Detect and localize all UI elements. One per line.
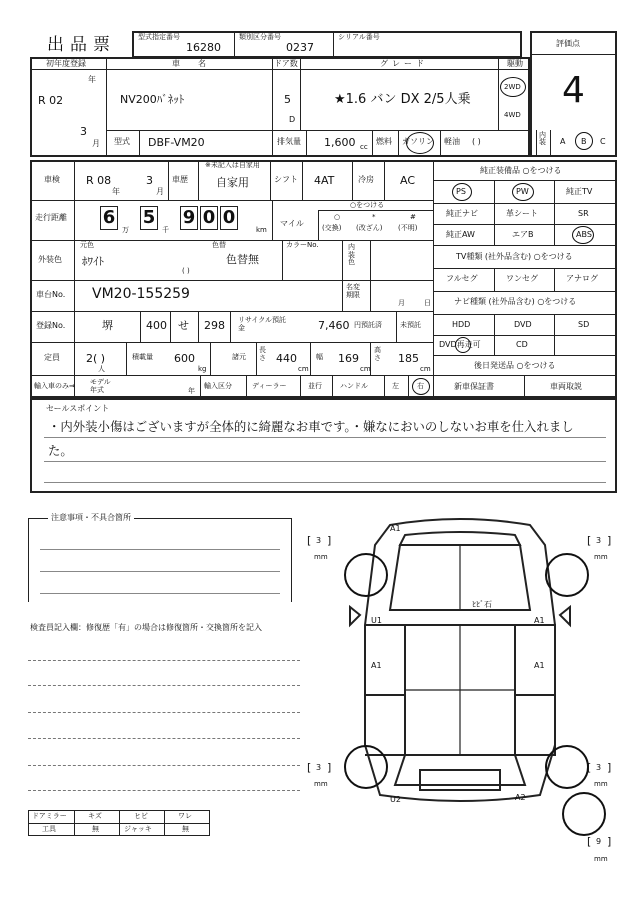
- equip-abs: ABS: [576, 230, 592, 239]
- rear-left-tire: [344, 745, 388, 789]
- interior-a: A: [560, 137, 566, 146]
- load: 600: [174, 352, 195, 365]
- model-code-label: 型式指定番号: [138, 33, 180, 41]
- tools-value-break: 無: [182, 825, 189, 833]
- equip-ps-circle: [452, 183, 472, 201]
- exterior-color-label: 外装色: [38, 255, 62, 264]
- mileage-unit-man: 万: [122, 226, 129, 234]
- bracket-rr-close: ]: [607, 761, 612, 774]
- navi-cd: CD: [516, 340, 528, 349]
- mileage-opt1-mark: ○: [334, 213, 341, 221]
- doors: 5: [284, 93, 291, 106]
- mileage-opt3: (不明): [398, 224, 418, 232]
- repaint-label: 色替: [212, 241, 226, 249]
- sales-point-box: [30, 398, 617, 493]
- equip-sr: SR: [578, 209, 589, 218]
- mileage-opt1: (交換): [322, 224, 342, 232]
- displacement-unit: cc: [360, 143, 368, 151]
- dims-label: 諸元: [232, 353, 246, 361]
- registration-class: 400: [146, 319, 167, 332]
- name-change-label: 名変期限: [346, 283, 360, 300]
- mileage-opt2: (改ざん): [356, 224, 383, 232]
- bracket-rl: [: [307, 761, 312, 774]
- name-change-month: 月: [398, 299, 405, 307]
- ac-label: 冷房: [358, 175, 374, 184]
- import-type-label: 輸入区分: [204, 382, 232, 390]
- height: 185: [398, 352, 419, 365]
- mark-a2: A2: [515, 793, 526, 802]
- color-no-label: カラーNo.: [286, 241, 319, 249]
- fuel-light-oil: 軽油: [444, 137, 460, 146]
- handle-left: 左: [392, 382, 399, 390]
- registration-area: 堺: [102, 319, 113, 332]
- tv-oneseg: ワンセグ: [506, 274, 538, 283]
- grade-label: グレード: [380, 59, 428, 68]
- width-label: 幅: [316, 353, 323, 361]
- fuel-label: 燃料: [376, 137, 392, 146]
- mileage-opt2-mark: *: [372, 213, 376, 221]
- import-dealer: ディーラー: [252, 382, 287, 390]
- recycle-label: リサイクル預託金: [238, 316, 287, 333]
- equip-aw: 純正AW: [446, 230, 475, 239]
- mileage-digit-5: 0: [220, 206, 238, 230]
- grade-score: 4: [562, 70, 585, 111]
- shift-label: シフト: [274, 175, 298, 184]
- load-label: 積載量: [132, 353, 153, 361]
- tv-header: TV種類 (社外品含む) ○をつける: [456, 252, 573, 261]
- sales-point-label: セールスポイント: [46, 404, 110, 413]
- tv-fullseg: フルセグ: [446, 274, 478, 283]
- shaken-year: R 08: [86, 174, 112, 187]
- navi-dvd-replay: DVD再走可: [439, 340, 481, 349]
- equip-pw: PW: [516, 187, 529, 196]
- shift: 4AT: [314, 174, 335, 187]
- width: 169: [338, 352, 359, 365]
- equip-leather: 革シート: [506, 209, 538, 218]
- model-year-label: モデル年式: [90, 378, 111, 395]
- displacement: 1,600: [324, 136, 356, 149]
- fuel-paren: ( ): [472, 137, 481, 146]
- inspector-label: 検査員記入欄：修復歴「有」の場合は修復箇所・交換箇所を記入: [30, 623, 262, 632]
- equipment-header: 純正装備品 ○をつける: [480, 166, 562, 175]
- fuel-gasoline-circle: [406, 132, 434, 154]
- car-name: NV200ﾊﾞﾈｯﾄ: [120, 93, 185, 106]
- repaint-paren: ( ): [182, 267, 190, 275]
- tire-depth-rl: 3: [316, 763, 322, 772]
- tire-depth-spare: 9: [596, 837, 602, 846]
- handle-label: ハンドル: [340, 382, 368, 390]
- equip-navi: 純正ナビ: [446, 209, 478, 218]
- door-type: D: [289, 115, 296, 124]
- interior-c: C: [600, 137, 606, 146]
- rear-right-tire: [545, 745, 592, 789]
- history: 自家用: [216, 176, 249, 189]
- name-change-day: 日: [424, 299, 431, 307]
- mileage-opt3-mark: #: [410, 213, 416, 221]
- tools-value-tools: 工具: [42, 825, 56, 833]
- tire-unit-fr: mm: [594, 553, 608, 561]
- tire-unit-fl: mm: [314, 553, 328, 561]
- navi-dvd-replay-circle: [455, 337, 471, 353]
- handle-right-circle: [412, 378, 430, 395]
- tools-value-scratch: 無: [92, 825, 99, 833]
- tire-unit-rr: mm: [594, 780, 608, 788]
- recycle-status: 円預託済: [354, 321, 382, 329]
- first-reg-year: R 02: [38, 94, 64, 107]
- tools-header-scratch: キズ: [88, 812, 102, 820]
- class-code: 0237: [286, 41, 314, 54]
- navi-dvd: DVD: [514, 320, 532, 329]
- width-unit: cm: [360, 365, 371, 373]
- bracket-fl-close: ]: [327, 534, 332, 547]
- type: DBF-VM20: [148, 136, 205, 149]
- displacement-label: 排気量: [277, 137, 301, 146]
- bracket-spare-close: ]: [607, 835, 612, 848]
- caution-box: [28, 518, 292, 602]
- orig-color: ﾎﾜｲﾄ: [82, 255, 104, 268]
- mileage-label: 走行距離: [35, 213, 67, 222]
- post-warranty: 新車保証書: [454, 382, 494, 391]
- grade-score-label: 評価点: [556, 39, 580, 48]
- grade: ★1.6 バン DX 2/5人乗: [334, 92, 471, 107]
- mark-right-rear-a1: A1: [534, 661, 545, 670]
- mileage-digit-2: 5: [140, 206, 158, 230]
- post-header: 後日発送品 ○をつける: [474, 361, 556, 370]
- mileage-unit-sen: 千: [162, 226, 169, 234]
- form-title: 出品票: [47, 35, 116, 55]
- capacity-unit: 人: [98, 365, 105, 373]
- history-label: 車歴: [172, 175, 188, 184]
- navi-sd: SD: [578, 320, 590, 329]
- tire-unit-spare: mm: [594, 855, 608, 863]
- mark-u1: U1: [371, 616, 382, 625]
- drive-2wd-circle: [500, 77, 526, 97]
- recycle-amount: 7,460: [318, 319, 350, 332]
- history-note: ※未記入は自家用: [205, 161, 260, 169]
- length: 440: [276, 352, 297, 365]
- drive-2wd: 2WD: [504, 83, 521, 91]
- bracket-rr: [: [587, 761, 592, 774]
- drive-4wd: 4WD: [504, 111, 521, 119]
- mark-u2: U2: [390, 795, 401, 804]
- registration-label: 登録No.: [36, 321, 66, 330]
- sales-line-2: た。: [48, 443, 73, 458]
- first-reg-year-suffix: 年: [88, 75, 96, 84]
- equip-pw-circle: [512, 183, 534, 201]
- tools-header-crack: ヒビ: [134, 812, 148, 820]
- mileage-digit-4: 0: [200, 206, 218, 230]
- drive-label: 駆動: [507, 59, 523, 68]
- length-label: 長さ: [259, 346, 266, 362]
- bracket-spare: [: [587, 835, 592, 848]
- chassis-number: VM20-155259: [92, 286, 190, 302]
- equip-ps: PS: [456, 187, 466, 196]
- mileage-circle-note: ○をつける: [350, 201, 385, 209]
- sales-line-1: ・内外装小傷はございますが全体的に綺麗なお車です。・嫌なにおいのしないお車を仕入れまし: [48, 419, 574, 434]
- class-code-label: 類別区分番号: [239, 33, 281, 41]
- shaken-year-suffix: 年: [112, 187, 120, 196]
- handle-right: 右: [417, 382, 424, 390]
- spare-tire: [562, 792, 606, 836]
- post-manual: 車両取説: [550, 382, 582, 391]
- tire-depth-fl: 3: [316, 536, 322, 545]
- mileage-unit-km: km: [256, 226, 267, 234]
- navi-header: ナビ種類 (社外品含む) ○をつける: [454, 297, 577, 306]
- shaken-label: 車検: [44, 175, 60, 184]
- front-left-tire: [344, 553, 388, 597]
- equip-tv: 純正TV: [566, 187, 593, 196]
- shaken-month: 3: [146, 174, 153, 187]
- tire-depth-rr: 3: [596, 763, 602, 772]
- model-code: 16280: [186, 41, 221, 54]
- registration-number: 298: [204, 319, 225, 332]
- tire-depth-fr: 3: [596, 536, 602, 545]
- tire-unit-rl: mm: [314, 780, 328, 788]
- model-year-suffix: 年: [188, 387, 195, 395]
- mileage-digit-1: 6: [100, 206, 118, 230]
- bracket-fr: [: [587, 534, 592, 547]
- bracket-rl-close: ]: [327, 761, 332, 774]
- height-label: 高さ: [374, 346, 381, 362]
- equip-airbag: エアB: [512, 230, 534, 239]
- capacity-label: 定員: [44, 353, 60, 362]
- fuel-gasoline: ガソリン: [402, 137, 434, 146]
- bracket-fr-close: ]: [607, 534, 612, 547]
- orig-color-label: 元色: [80, 241, 94, 249]
- capacity-value: 2( ): [86, 352, 106, 365]
- mark-left-rear-a1: A1: [371, 661, 382, 670]
- doors-label: ドア数: [274, 59, 298, 68]
- length-unit: cm: [298, 365, 309, 373]
- mark-right-front-a1: A1: [534, 616, 545, 625]
- bracket-fl: [: [307, 534, 312, 547]
- ac: AC: [400, 174, 416, 187]
- first-reg-month: 3: [80, 125, 87, 138]
- import-label: 輸入車のみ⇒: [34, 382, 75, 390]
- mileage-digit-3: 9: [180, 206, 198, 230]
- chassis-label: 車台No.: [36, 290, 66, 299]
- equip-abs-circle: [572, 226, 594, 244]
- load-unit: kg: [198, 365, 207, 373]
- registration-kana: せ: [178, 319, 189, 332]
- interior-b-circle: [575, 132, 593, 150]
- repaint: 色替無: [226, 253, 259, 266]
- interior-color-label: 内装色: [348, 243, 355, 267]
- height-unit: cm: [420, 365, 431, 373]
- car-name-label: 車名: [172, 59, 224, 68]
- serial-label: シリアル番号: [338, 33, 380, 41]
- shaken-month-suffix: 月: [156, 187, 164, 196]
- import-parallel: 並行: [308, 382, 322, 390]
- first-reg-label: 初年度登録: [46, 59, 86, 68]
- mile-label: マイル: [280, 219, 304, 228]
- tv-analog: アナログ: [566, 274, 598, 283]
- type-label: 型式: [114, 137, 130, 146]
- first-reg-month-suffix: 月: [92, 139, 100, 148]
- tools-header-mirror: ドアミラー: [32, 812, 67, 820]
- recycle-unpaid: 未預託: [400, 321, 421, 329]
- mark-chip: ﾋﾋﾞ石: [472, 600, 492, 609]
- tools-value-jack: ジャッキ: [124, 825, 152, 833]
- interior-b: B: [581, 137, 587, 146]
- interior-label: 内装: [539, 131, 546, 146]
- navi-hdd: HDD: [452, 320, 471, 329]
- front-right-tire: [545, 553, 589, 597]
- mark-front-a1: A1: [390, 524, 401, 533]
- tools-header-break: ワレ: [178, 812, 192, 820]
- caution-label: 注意事項・不具合箇所: [48, 514, 134, 522]
